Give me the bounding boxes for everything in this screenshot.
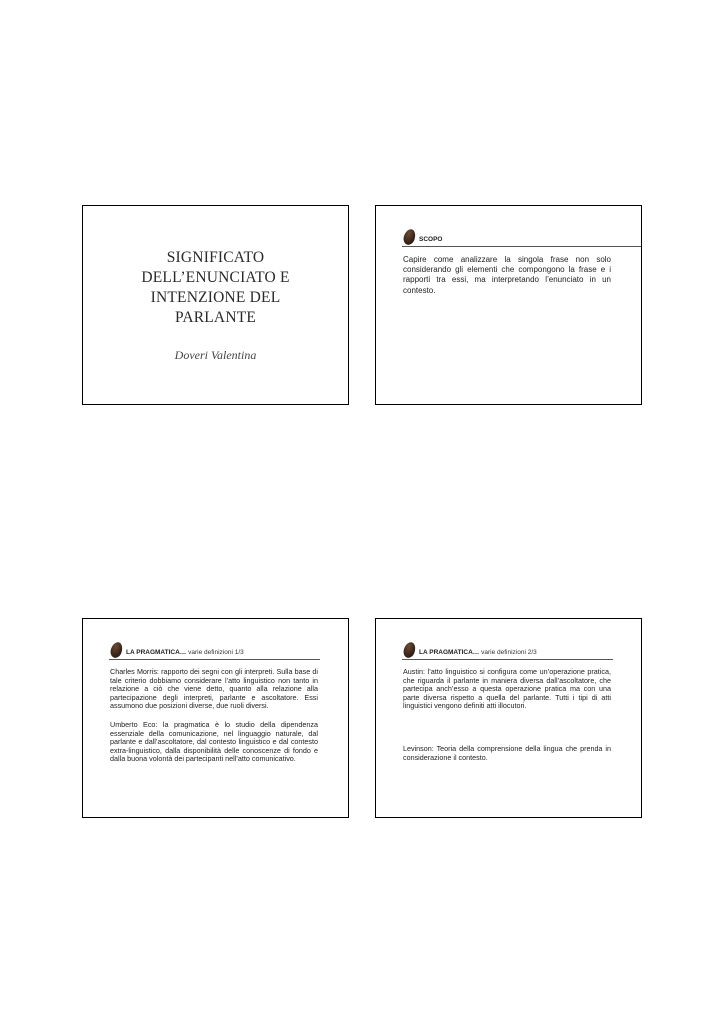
slide-header-title: LA PRAGMATICA… xyxy=(419,649,480,656)
slide-scopo xyxy=(375,205,642,405)
slide-pragmatica-2 xyxy=(375,618,642,818)
title-line: INTENZIONE DEL xyxy=(150,289,281,306)
author-name: Doveri Valentina xyxy=(174,348,257,362)
header-rule xyxy=(402,659,613,660)
slide-body xyxy=(403,668,611,772)
paragraph: Charles Morris: rapporto dei segni con gli interpreti. Sulla base di tale criterio dobbiamo considerare l’atto linguistico non tanto in relazione a ciò che viene detto, quanto alla relazione alla partecipazione degli interpreti, parlante e ascoltatore. Essi assumono due posizioni diverse, due ruoli diversi. xyxy=(110,667,318,711)
title-line: SIGNIFICATO xyxy=(166,249,265,266)
coffee-bean-icon xyxy=(109,641,124,660)
paragraph: Levinson: Teoria della comprensione della lingua che prenda in considerazione il contesto. xyxy=(403,743,611,762)
slide-header-subtitle: varie definizioni 1/3 xyxy=(188,649,244,656)
header-rule xyxy=(402,246,641,247)
title-line: PARLANTE xyxy=(174,309,257,326)
coffee-bean-icon xyxy=(402,641,417,660)
slide-header-title: LA PRAGMATICA… xyxy=(126,649,187,656)
slide-header-subtitle: varie definizioni 2/3 xyxy=(481,649,537,656)
header-rule xyxy=(109,659,320,660)
coffee-bean-icon xyxy=(402,228,417,247)
slide-title-heading xyxy=(83,248,348,328)
slide-header xyxy=(419,649,537,656)
paragraph: Austin: l’atto linguistico si configura come un’operazione pratica, che riguarda il parlante in maniera diversa dall’ascoltatore, che partecipa anch’esso a questa operazione pratica ma con una parte diversa rispetto a quella del parlante. Tutti i tipi di atti linguistici vengono definiti atti illocutori. xyxy=(403,667,611,711)
slide-title xyxy=(82,205,349,405)
slide-header: SCOPO xyxy=(419,236,443,243)
title-line: DELL’ENUNCIATO E xyxy=(141,269,290,286)
paragraph: Umberto Eco: la pragmatica è lo studio della dipendenza essenziale della comunicazione, nel linguaggio naturale, dal parlante e dall’ascoltatore, dal contesto linguistico e dal contesto extra-linguistico, dalla disponibilità delle conoscenze di fondo e dalla buona volontà dei partecipanti nell’atto comunicativo. xyxy=(110,719,318,764)
slide-body xyxy=(110,668,318,774)
slide-header xyxy=(126,649,244,656)
slide-body: Capire come analizzare la singola frase non solo considerando gli elementi che compongono la frase e i rapporti tra essi, ma interpretando l’enunciato in un contesto. xyxy=(403,255,611,295)
slide-pragmatica-1 xyxy=(82,618,349,818)
